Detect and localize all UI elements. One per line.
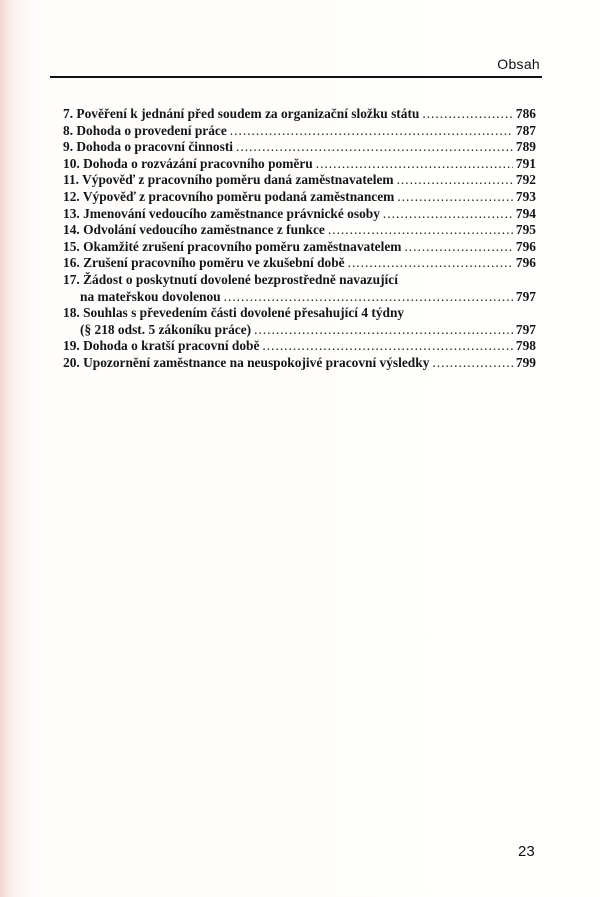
- toc-entry-page: 789: [515, 139, 536, 155]
- toc-entry-title: 12. Výpověď z pracovního poměru podaná zaměstnancem: [63, 188, 395, 204]
- table-of-contents: [63, 106, 536, 372]
- toc-entry: [63, 206, 536, 223]
- dot-leader: [422, 106, 513, 123]
- toc-entry-title: 18. Souhlas s převedením části dovolené přesahující 4 týdny: [63, 305, 405, 321]
- toc-entry-title: 17. Žádost o poskytnutí dovolené bezprostředně navazující: [63, 271, 398, 287]
- toc-entry-title: 11. Výpověď z pracovního poměru daná zaměstnavatelem: [63, 172, 394, 188]
- toc-entry-title: 9. Dohoda o pracovní činnosti: [63, 139, 234, 155]
- dot-leader: [397, 172, 513, 189]
- toc-entry: [63, 156, 536, 173]
- toc-entry-title: 16. Zrušení pracovního poměru ve zkušební době: [63, 255, 345, 271]
- toc-entry-page: 792: [515, 172, 536, 188]
- dot-leader: [262, 338, 512, 355]
- dot-leader: [224, 289, 513, 306]
- toc-entry-page: 796: [515, 238, 536, 254]
- toc-entry-title: 19. Dohoda o kratší pracovní době: [63, 338, 260, 354]
- toc-entry-title: 8. Dohoda o provedení práce: [63, 122, 227, 138]
- toc-entry: [63, 355, 536, 372]
- dot-leader: [397, 189, 513, 206]
- toc-entry-page: 798: [515, 338, 536, 354]
- toc-entry-page: 793: [515, 188, 536, 204]
- dot-leader: [328, 222, 513, 239]
- toc-entry-page: 799: [515, 354, 536, 370]
- toc-entry-title: 14. Odvolání vedoucího zaměstnance z funkce: [63, 222, 325, 238]
- toc-entry-title-continued: (§ 218 odst. 5 zákoníku práce): [80, 321, 252, 337]
- dot-leader: [348, 255, 513, 272]
- dot-leader: [404, 239, 512, 256]
- toc-entry: [63, 106, 536, 123]
- toc-entry: [63, 272, 536, 305]
- dot-leader: [230, 123, 513, 140]
- toc-entry-title: 10. Dohoda o rozvázání pracovního poměru: [63, 155, 313, 171]
- toc-entry-page: 791: [515, 155, 536, 171]
- toc-entry-title: 7. Pověření k jednání před soudem za organizační složku státu: [63, 106, 420, 121]
- toc-entry: [63, 139, 536, 156]
- toc-entry: [63, 189, 536, 206]
- toc-entry-page: 794: [515, 205, 536, 221]
- toc-entry: [63, 239, 536, 256]
- toc-entry-page: 797: [515, 288, 536, 304]
- toc-entry: [63, 255, 536, 272]
- toc-entry-title-continued: na mateřskou dovolenou: [80, 288, 221, 304]
- toc-entry-title: 15. Okamžité zrušení pracovního poměru zaměstnavatelem: [63, 238, 402, 254]
- dot-leader: [236, 139, 513, 156]
- toc-entry-title: 20. Upozornění zaměstnance na neuspokojivé pracovní výsledky: [63, 354, 430, 370]
- dot-leader: [383, 206, 513, 223]
- running-header: [50, 56, 542, 78]
- dot-leader: [254, 322, 513, 339]
- toc-entry-page: 786: [515, 106, 536, 121]
- dot-leader: [432, 355, 513, 372]
- toc-entry: [63, 305, 536, 338]
- header-title: Obsah: [497, 56, 540, 72]
- toc-entry-page: 797: [515, 321, 536, 337]
- toc-entry: [63, 222, 536, 239]
- dot-leader: [316, 156, 513, 173]
- toc-entry: [63, 123, 536, 140]
- toc-entry-page: 787: [515, 122, 536, 138]
- toc-entry-page: 796: [515, 255, 536, 271]
- toc-entry-page: 795: [515, 222, 536, 238]
- toc-entry: [63, 338, 536, 355]
- page-number: 23: [518, 843, 535, 860]
- toc-entry-title: 13. Jmenování vedoucího zaměstnance právnické osoby: [63, 205, 380, 221]
- toc-entry: [63, 172, 536, 189]
